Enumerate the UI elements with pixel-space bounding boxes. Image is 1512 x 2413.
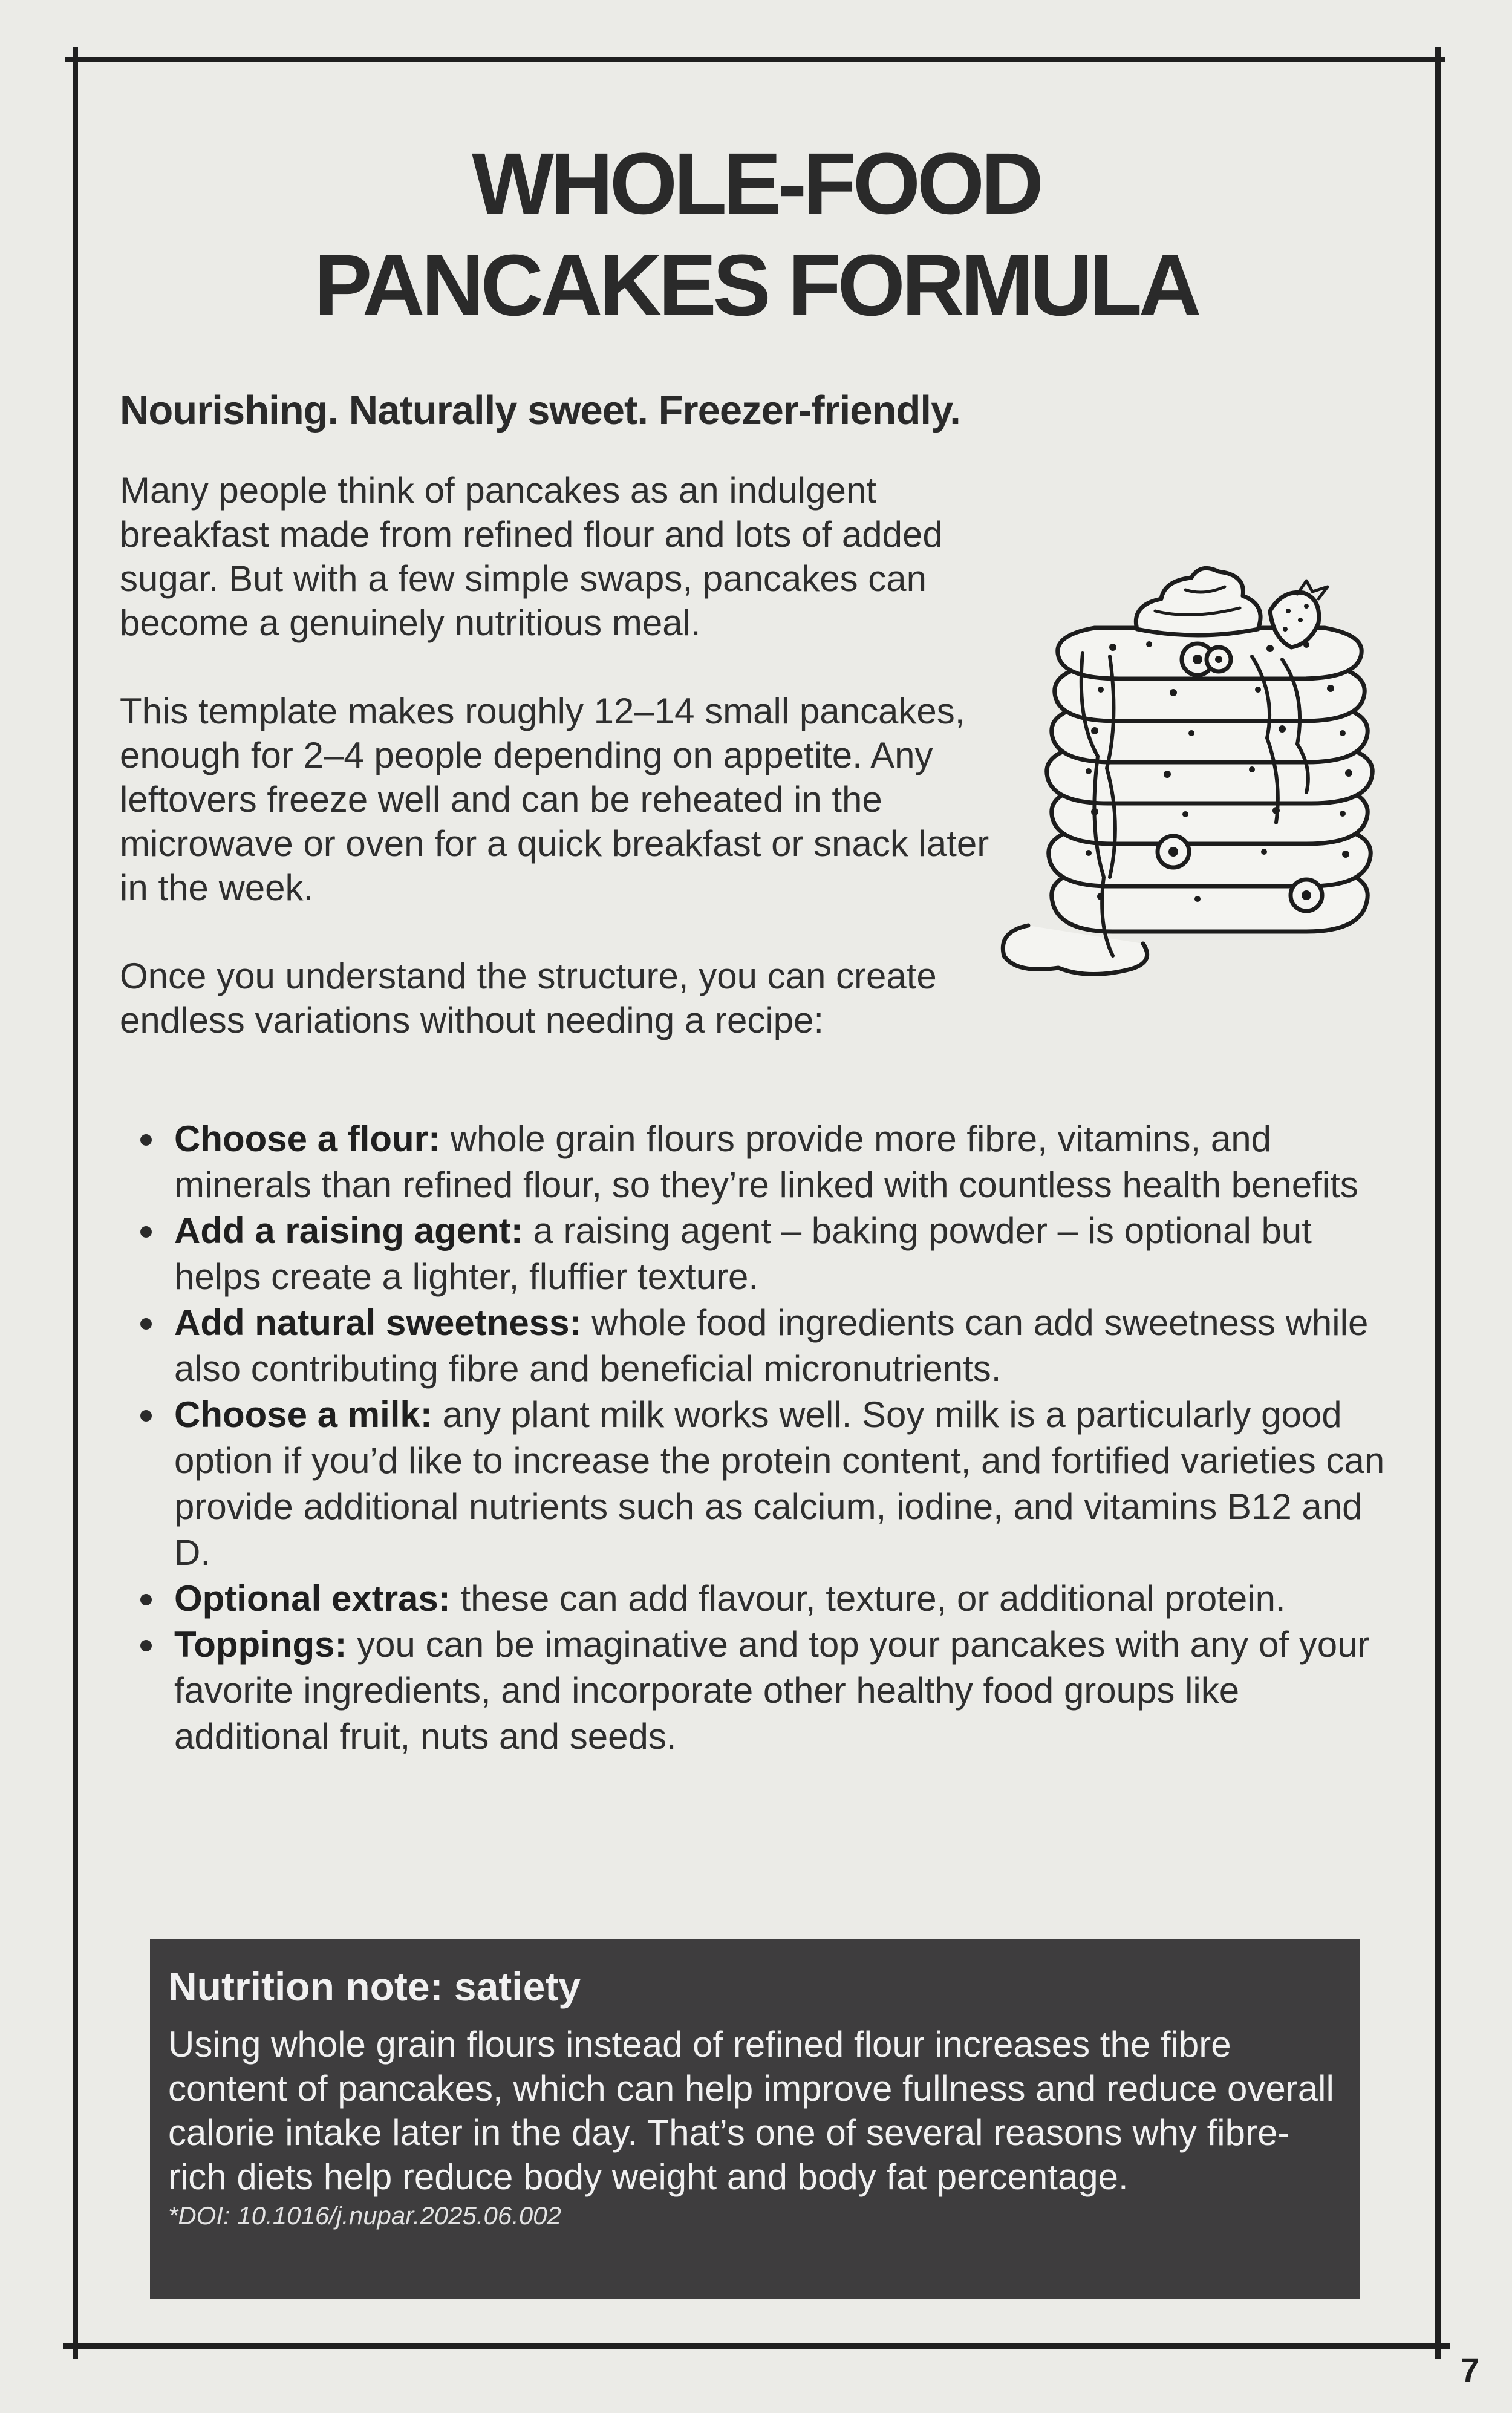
list-item-text: these can add flavour, texture, or additional protein. (450, 1578, 1286, 1619)
title-line-2: PANCAKES FORMULA (314, 237, 1198, 334)
nutrition-note-box (150, 1939, 1360, 2299)
list-item (132, 1622, 1396, 1760)
list-item-text: you can be imaginative and top your pancakes with any of your favorite ingredients, and incorporate other healthy food groups like additional fruit, nuts and seeds. (174, 1624, 1370, 1757)
list-item-label: Choose a flour: (174, 1118, 441, 1159)
frame-left-line (73, 48, 78, 2359)
intro-paragraph: Many people think of pancakes as an indulgent breakfast made from refined flour and lots of added sugar. But with a few simple swaps, pancakes can become a genuinely nutritious meal. (120, 470, 943, 643)
frame-top-line (65, 57, 1445, 62)
title-line-1: WHOLE-FOOD (472, 135, 1040, 232)
frame-right-line (1435, 48, 1441, 2359)
list-item (132, 1576, 1396, 1622)
frame-corner-tick (73, 47, 78, 63)
list-item-text: a raising agent – baking powder – is optional but helps create a lighter, fluffier texture. (174, 1210, 1312, 1297)
frame-bottom-line (65, 2343, 1445, 2349)
list-item (132, 1208, 1396, 1300)
pancake-stack-icon (992, 538, 1403, 986)
list-item (132, 1392, 1396, 1576)
list-item-label: Optional extras: (174, 1578, 451, 1619)
list-item-text: any plant milk works well. Soy milk is a particularly good option if you’d like to increase the protein content, and fortified varieties can provide additional nutrients such as calcium, iodine, and vitamins B12 and D. (174, 1394, 1385, 1573)
intro-paragraph: Once you understand the structure, you can create endless variations without needing a recipe: (120, 956, 937, 1040)
list-item (132, 1300, 1396, 1392)
list-item-label: Choose a milk: (174, 1394, 432, 1435)
list-item-text: whole food ingredients can add sweetness while also contributing fibre and beneficial micronutrients. (174, 1302, 1369, 1389)
list-item-label: Add natural sweetness: (174, 1302, 582, 1343)
subtitle: Nourishing. Naturally sweet. Freezer-friendly. (120, 388, 960, 433)
frame-corner-tick (1435, 2343, 1450, 2349)
formula-list (132, 1116, 1396, 1760)
frame-corner-tick (63, 2343, 79, 2349)
doi-citation: *DOI: 10.1016/j.nupar.2025.06.002 (168, 2201, 561, 2230)
frame-corner-tick (1435, 47, 1441, 63)
list-item (132, 1116, 1396, 1208)
intro-paragraph: This template makes roughly 12–14 small pancakes, enough for 2–4 people depending on appetite. Any leftovers freeze well and can be reheated in the microwave or oven for a quick breakfast or snack later in the week. (120, 691, 989, 908)
page-title (91, 133, 1421, 336)
list-item-label: Add a raising agent: (174, 1210, 523, 1251)
nutrition-note-title: Nutrition note: satiety (168, 1964, 581, 2009)
intro-text (120, 468, 1027, 1086)
list-item-text: whole grain flours provide more fibre, vitamins, and minerals than refined flour, so they’re linked with countless health benefits (174, 1118, 1358, 1205)
nutrition-note-body: Using whole grain flours instead of refined flour increases the fibre content of pancakes, which can help improve fullness and reduce overall calorie intake later in the day. That’s one of several reasons why fibre-rich diets help reduce body weight and body fat percentage. (168, 2024, 1334, 2197)
list-item-label: Toppings: (174, 1624, 347, 1665)
page-number: 7 (1461, 2351, 1480, 2389)
